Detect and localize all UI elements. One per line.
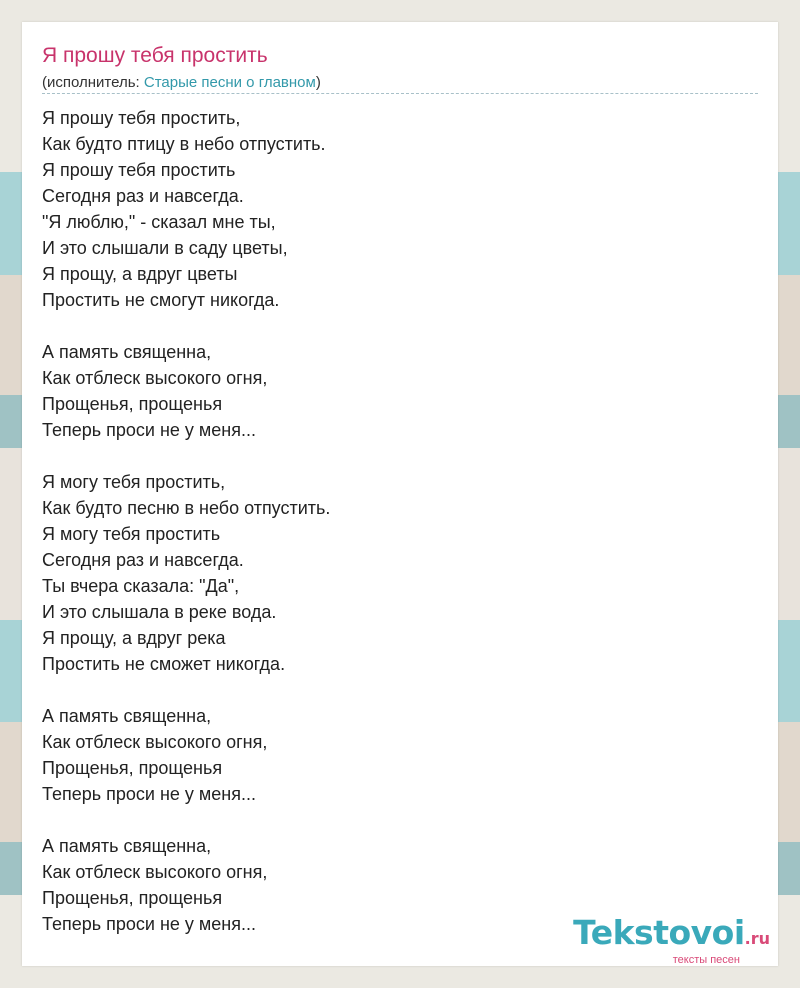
lyric-line: Ты вчера сказала: "Да", bbox=[42, 576, 240, 596]
logo-name: Tekstovoi bbox=[573, 913, 745, 952]
lyric-line: Теперь проси не у меня... bbox=[42, 420, 256, 440]
lyric-line: Прощенья, прощенья bbox=[42, 394, 223, 414]
lyric-line: Я прощу, а вдруг цветы bbox=[42, 264, 238, 284]
lyric-line: Сегодня раз и навсегда. bbox=[42, 550, 244, 570]
artist-prefix: (исполнитель: bbox=[42, 74, 144, 91]
logo-wordmark bbox=[573, 914, 770, 958]
logo-tagline: тексты песен bbox=[672, 954, 740, 966]
lyric-line: А память священна, bbox=[42, 836, 212, 856]
lyric-line: Сегодня раз и навсегда. bbox=[42, 186, 244, 206]
lyric-line: Я прощу, а вдруг река bbox=[42, 628, 226, 648]
artist-link[interactable]: Старые песни о главном bbox=[143, 74, 316, 91]
lyric-line: И это слышала в реке вода. bbox=[42, 602, 277, 622]
lyric-line: Я могу тебя простить bbox=[42, 524, 221, 544]
lyrics-card bbox=[22, 22, 778, 966]
lyric-line: Как отблеск высокого огня, bbox=[42, 732, 268, 752]
logo-tld: .ru bbox=[744, 929, 770, 948]
stanza bbox=[42, 703, 758, 807]
stanza bbox=[42, 469, 758, 677]
lyric-line: Как отблеск высокого огня, bbox=[42, 862, 268, 882]
lyric-line: А память священна, bbox=[42, 342, 212, 362]
stanza bbox=[42, 105, 758, 313]
lyric-line: Я прошу тебя простить bbox=[42, 160, 236, 180]
lyric-line: И это слышали в саду цветы, bbox=[42, 238, 288, 258]
lyric-line: Как будто песню в небо отпустить. bbox=[42, 498, 331, 518]
lyric-line: Я прошу тебя простить, bbox=[42, 108, 241, 128]
artist-line bbox=[42, 74, 321, 91]
lyric-line: Теперь проси не у меня... bbox=[42, 784, 256, 804]
site-logo[interactable] bbox=[573, 914, 770, 966]
stanza bbox=[42, 339, 758, 443]
lyric-line: Прощенья, прощенья bbox=[42, 888, 223, 908]
lyric-line: Я могу тебя простить, bbox=[42, 472, 226, 492]
lyric-line: А память священна, bbox=[42, 706, 212, 726]
artist-suffix: ) bbox=[315, 74, 321, 91]
lyric-line: Простить не смогут никогда. bbox=[42, 290, 280, 310]
lyrics-text bbox=[42, 105, 758, 963]
lyric-line: Теперь проси не у меня... bbox=[42, 914, 256, 934]
lyric-line: "Я люблю," - сказал мне ты, bbox=[42, 212, 276, 232]
divider bbox=[42, 93, 758, 94]
lyric-line: Как будто птицу в небо отпустить. bbox=[42, 134, 326, 154]
lyric-line: Как отблеск высокого огня, bbox=[42, 368, 268, 388]
lyric-line: Прощенья, прощенья bbox=[42, 758, 223, 778]
song-title: Я прошу тебя простить bbox=[42, 44, 268, 67]
lyric-line: Простить не сможет никогда. bbox=[42, 654, 286, 674]
